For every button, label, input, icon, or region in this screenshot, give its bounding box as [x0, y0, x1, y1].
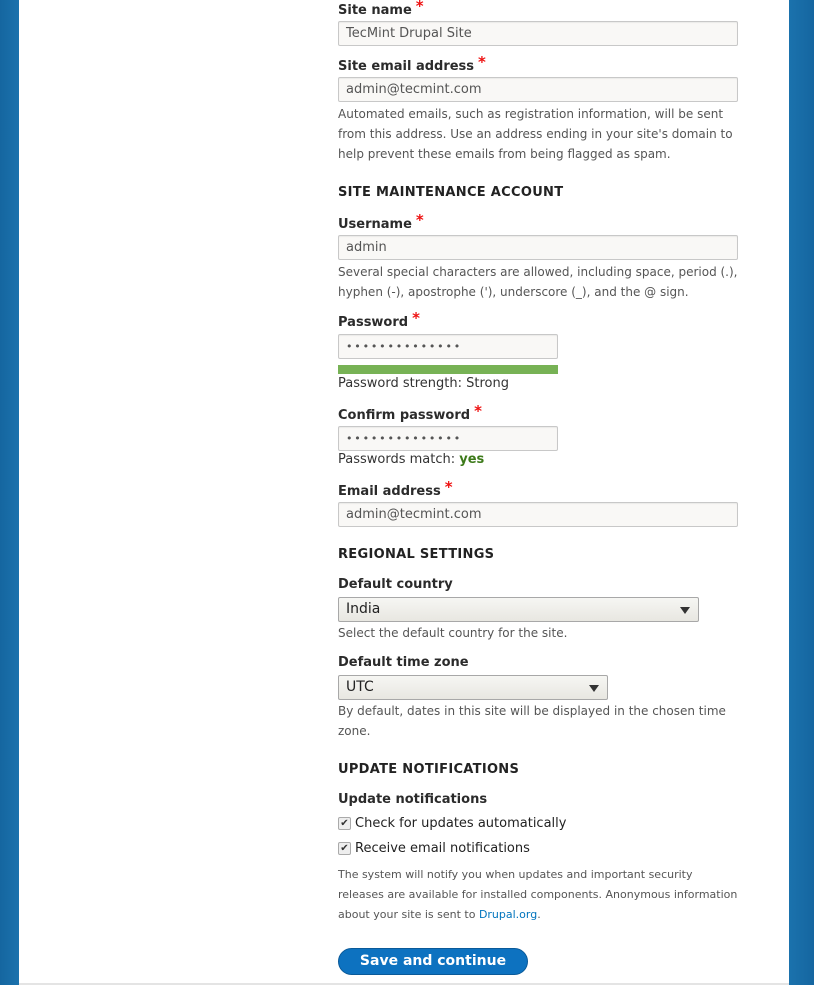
save-and-continue-button[interactable]: Save and continue: [338, 948, 528, 975]
password-match-value: yes: [459, 452, 485, 467]
default-country-select[interactable]: India: [338, 597, 699, 622]
site-email-input[interactable]: admin@tecmint.com: [338, 77, 738, 102]
account-email-label: Email address *: [338, 478, 453, 499]
required-icon: *: [478, 53, 486, 71]
password-strength-value: Strong: [466, 376, 509, 391]
password-strength-text: Password strength: Strong: [338, 376, 509, 391]
required-icon: *: [412, 309, 420, 327]
chevron-down-icon: [680, 607, 690, 614]
username-label: Username *: [338, 211, 424, 232]
default-timezone-label: Default time zone: [338, 655, 469, 670]
update-notifications-heading: UPDATE NOTIFICATIONS: [338, 762, 520, 777]
default-timezone-description: By default, dates in this site will be displayed in the chosen time zone.: [338, 704, 726, 738]
email-notifications-checkbox[interactable]: [338, 842, 351, 855]
checkmark-icon: ✔: [340, 843, 349, 854]
account-email-input[interactable]: admin@tecmint.com: [338, 502, 738, 527]
password-label: Password *: [338, 309, 420, 330]
username-description: Several special characters are allowed, including space, period (.), hyphen (-), apostrophe ('), underscore (_), and the @ sign.: [338, 265, 738, 299]
site-name-input[interactable]: TecMint Drupal Site: [338, 21, 738, 46]
site-name-label: Site name *: [338, 0, 424, 18]
drupal-org-link[interactable]: Drupal.org: [478, 908, 538, 921]
required-icon: *: [415, 211, 424, 229]
update-notifications-label: Update notifications: [338, 792, 488, 807]
password-input[interactable]: ••••••••••••••: [338, 334, 558, 359]
update-notifications-description: The system will notify you when updates and important security releases are available for installed components. Anonymous information about your site is sent to Drupal.org.: [338, 868, 738, 921]
regional-settings-heading: REGIONAL SETTINGS: [338, 547, 495, 562]
password-strength-bar: [338, 365, 558, 374]
confirm-password-input[interactable]: ••••••••••••••: [338, 426, 558, 451]
default-country-label: Default country: [338, 577, 453, 592]
email-notifications-label[interactable]: Receive email notifications: [355, 841, 530, 856]
required-icon: *: [474, 402, 482, 420]
email-notifications-option[interactable]: [338, 841, 530, 856]
site-email-description: Automated emails, such as registration information, will be sent from this address. Use an address ending in your site's domain to help prevent these emails from being flagged as spam.: [338, 107, 733, 161]
password-match-text: Passwords match: yes: [338, 452, 485, 467]
username-input[interactable]: admin: [338, 235, 738, 260]
site-email-label: Site email address *: [338, 53, 486, 74]
required-icon: *: [444, 478, 453, 496]
check-updates-option[interactable]: [338, 816, 566, 831]
maintenance-account-heading: SITE MAINTENANCE ACCOUNT: [338, 185, 564, 200]
checkmark-icon: ✔: [340, 818, 349, 829]
required-icon: *: [415, 0, 424, 15]
default-timezone-select[interactable]: UTC: [338, 675, 608, 700]
chevron-down-icon: [589, 685, 599, 692]
check-updates-checkbox[interactable]: [338, 817, 351, 830]
confirm-password-label: Confirm password *: [338, 402, 482, 423]
check-updates-label[interactable]: Check for updates automatically: [355, 816, 567, 831]
default-country-description: Select the default country for the site.: [338, 626, 568, 640]
